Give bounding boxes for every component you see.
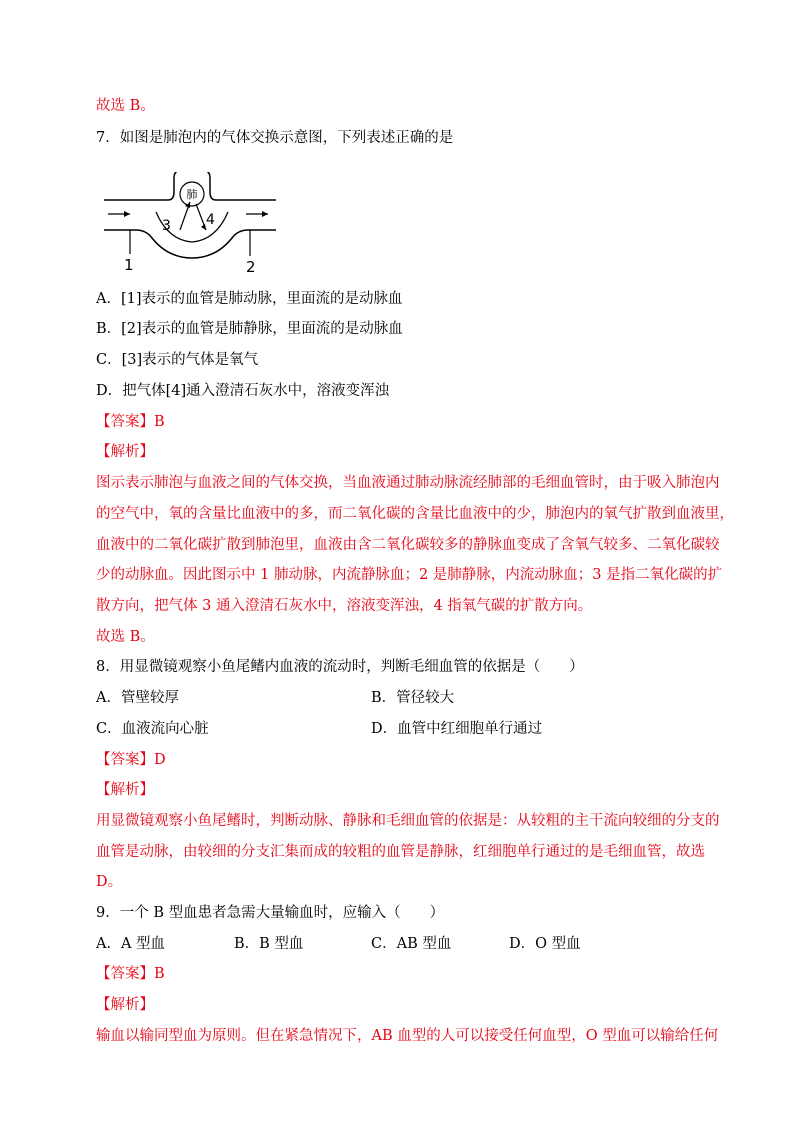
- q8-option-d: D．血管中红细胞单行通过: [371, 721, 543, 737]
- q8-question: 8．用显微镜观察小鱼尾鳍内血液的流动时，判断毛细血管的依据是（ ）: [96, 659, 584, 675]
- q6-conclusion: 故选 B。: [96, 98, 155, 114]
- q7-option-b: B．[2]表示的血管是肺静脉，里面流的是动脉血: [96, 321, 403, 337]
- q7-option-a: A．[1]表示的血管是肺动脉，里面流的是动脉血: [96, 291, 403, 307]
- label-3: 3: [162, 218, 171, 234]
- vessel-top-wall-left: [104, 178, 174, 200]
- q9-answer: 【答案】B: [96, 966, 165, 982]
- q7-analysis-line: 血液中的二氧化碳扩散到肺泡里，血液由含二氧化碳较多的静脉血变成了含氧气较多、二氧化碳较: [96, 537, 720, 553]
- label-4: 4: [206, 212, 215, 228]
- q8-option-c: C．血液流向心脏: [96, 721, 209, 737]
- q8-analysis-line: D。: [96, 874, 123, 890]
- q7-analysis-line: 的空气中，氧的含量比血液中的多，而二氧化碳的含量比血液中的少，肺泡内的氧气扩散到血液里，: [96, 506, 734, 522]
- q8-analysis-line: 血管是动脉，由较细的分支汇集而成的较粗的血管是静脉，红细胞单行通过的是毛细血管，故选: [96, 844, 705, 860]
- q7-analysis-line: 散方向，把气体 3 通入澄清石灰水中，溶液变浑浊，4 指氧气碳的扩散方向。: [96, 598, 593, 614]
- q9-option-d: D．O 型血: [509, 936, 581, 952]
- q9-option-a: A．A 型血: [96, 936, 166, 952]
- q7-option-c: C．[3]表示的气体是氧气: [96, 352, 259, 368]
- q7-conclusion: 故选 B。: [96, 629, 155, 645]
- q7-answer: 【答案】B: [96, 414, 165, 430]
- gas-arrowhead-3: [185, 202, 190, 208]
- q9-analysis-line: 输血以输同型血为原则。但在紧急情况下，AB 血型的人可以接受任何血型，O 型血可以输给任何: [96, 1028, 719, 1044]
- q7-option-d: D．把气体[4]通入澄清石灰水中，溶液变浑浊: [96, 383, 390, 399]
- label-1: 1: [124, 256, 134, 274]
- label-2: 2: [246, 258, 256, 276]
- flow-arrowhead-right: [262, 211, 268, 217]
- q8-option-a: A．管壁较厚: [96, 690, 179, 706]
- q8-analysis-title: 【解析】: [96, 782, 154, 798]
- flow-arrowhead-left: [124, 211, 130, 217]
- q7-question: 7．如图是肺泡内的气体交换示意图，下列表述正确的是: [96, 130, 454, 146]
- q7-analysis-line: 图示表示肺泡与血液之间的气体交换，当血液通过肺动脉流经肺部的毛细血管时，由于吸入肺泡内: [96, 475, 720, 491]
- alveolus-gas-exchange-diagram: [96, 172, 286, 282]
- q8-analysis-line: 用显微镜观察小鱼尾鳍时，判断动脉、静脉和毛细血管的依据是：从较粗的主干流向较细的分支的: [96, 813, 720, 829]
- q9-analysis-title: 【解析】: [96, 997, 154, 1013]
- q9-question: 9．一个 B 型血患者急需大量输血时，应输入（ ）: [96, 905, 445, 921]
- q7-analysis-line: 少的动脉血。因此图示中 1 肺动脉，内流静脉血；2 是肺静脉，内流动脉血；3 是指二氧化碳的扩: [96, 567, 723, 583]
- q9-option-b: B．B 型血: [234, 936, 304, 952]
- alveolus-top: [174, 172, 210, 178]
- q8-option-b: B．管径较大: [371, 690, 455, 706]
- q7-analysis-title: 【解析】: [96, 444, 154, 460]
- q9-option-c: C．AB 型血: [371, 936, 452, 952]
- q8-answer: 【答案】D: [96, 752, 166, 768]
- alveolus-label: 肺: [186, 188, 198, 201]
- vessel-top-wall-right: [210, 178, 276, 200]
